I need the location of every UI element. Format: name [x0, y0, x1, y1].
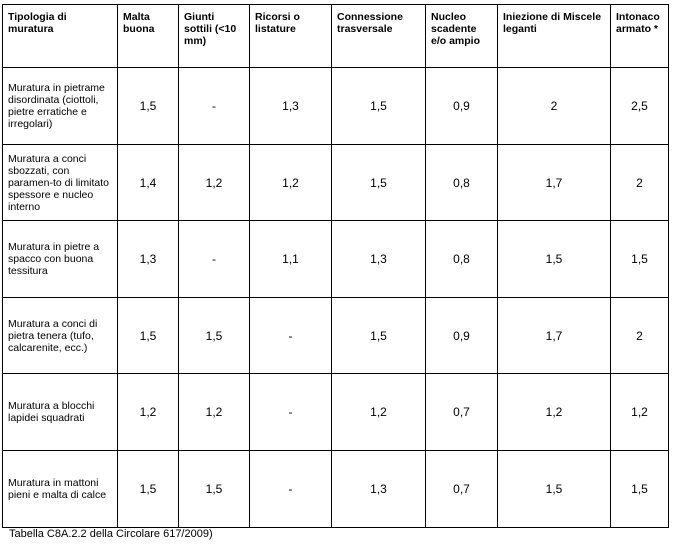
header-tipologia: Tipologia di muratura	[3, 5, 118, 68]
table-cell: 1,7	[498, 145, 611, 221]
table-cell: 0,8	[426, 145, 498, 221]
table-row	[3, 374, 669, 451]
table-cell: 1,1	[250, 221, 332, 298]
table-cell: 1,2	[250, 145, 332, 221]
table-row	[3, 68, 669, 145]
table-cell: 1,5	[332, 145, 426, 221]
table-cell: 1,3	[332, 221, 426, 298]
table-cell: 1,2	[118, 374, 179, 451]
table-cell: -	[250, 374, 332, 451]
table-cell: -	[179, 68, 250, 145]
table-cell: 1,5	[332, 298, 426, 374]
table-cell: 0,9	[426, 68, 498, 145]
table-cell: 1,5	[118, 451, 179, 528]
header-ricorsi: Ricorsi o listature	[250, 5, 332, 68]
table-caption: Tabella C8A.2.2 della Circolare 617/2009)	[9, 528, 213, 540]
table-cell: 1,5	[498, 451, 611, 528]
table-cell: 0,9	[426, 298, 498, 374]
table-row	[3, 451, 669, 528]
table-cell: 1,2	[611, 374, 669, 451]
table-cell: -	[250, 298, 332, 374]
row-label: Muratura a conci sbozzati, con paramen-to di limitato spessore e nucleo interno	[3, 145, 118, 221]
header-intonaco: Intonaco armato *	[611, 5, 669, 68]
table-cell: -	[179, 221, 250, 298]
header-row	[3, 5, 669, 68]
header-connessione: Connessione trasversale	[332, 5, 426, 68]
table-row	[3, 221, 669, 298]
table-cell: 2,5	[611, 68, 669, 145]
table-cell: 1,3	[250, 68, 332, 145]
table-cell: 1,2	[179, 374, 250, 451]
row-label: Muratura a conci di pietra tenera (tufo, calcarenite, ecc.)	[3, 298, 118, 374]
table-cell: 1,7	[498, 298, 611, 374]
table-cell: 0,8	[426, 221, 498, 298]
table-cell: 1,2	[498, 374, 611, 451]
table-cell: 1,4	[118, 145, 179, 221]
table-row	[3, 298, 669, 374]
table-cell: 1,3	[118, 221, 179, 298]
table-cell: 1,5	[118, 298, 179, 374]
table-cell: 1,3	[332, 451, 426, 528]
table-cell: 1,5	[179, 298, 250, 374]
table-cell: 1,5	[498, 221, 611, 298]
table-cell: 1,2	[332, 374, 426, 451]
table-cell: 1,2	[179, 145, 250, 221]
row-label: Muratura in pietrame disordinata (ciottoli, pietre erratiche e irregolari)	[3, 68, 118, 145]
table-cell: 1,5	[611, 221, 669, 298]
table-cell: 2	[498, 68, 611, 145]
table-cell: 0,7	[426, 451, 498, 528]
table-cell: 1,5	[332, 68, 426, 145]
table-cell: 1,5	[179, 451, 250, 528]
table-row	[3, 145, 669, 221]
table-cell: 2	[611, 298, 669, 374]
table-cell: 1,5	[611, 451, 669, 528]
table-cell: 1,5	[118, 68, 179, 145]
row-label: Muratura in pietre a spacco con buona tessitura	[3, 221, 118, 298]
row-label: Muratura in mattoni pieni e malta di calce	[3, 451, 118, 528]
table-cell: 0,7	[426, 374, 498, 451]
table-cell: -	[250, 451, 332, 528]
table-cell: 2	[611, 145, 669, 221]
header-iniezione: Iniezione di Miscele leganti	[498, 5, 611, 68]
header-nucleo: Nucleo scadente e/o ampio	[426, 5, 498, 68]
coefficients-table	[2, 4, 669, 528]
header-malta-buona: Malta buona	[118, 5, 179, 68]
header-giunti-sottili: Giunti sottili (<10 mm)	[179, 5, 250, 68]
row-label: Muratura a blocchi lapidei squadrati	[3, 374, 118, 451]
